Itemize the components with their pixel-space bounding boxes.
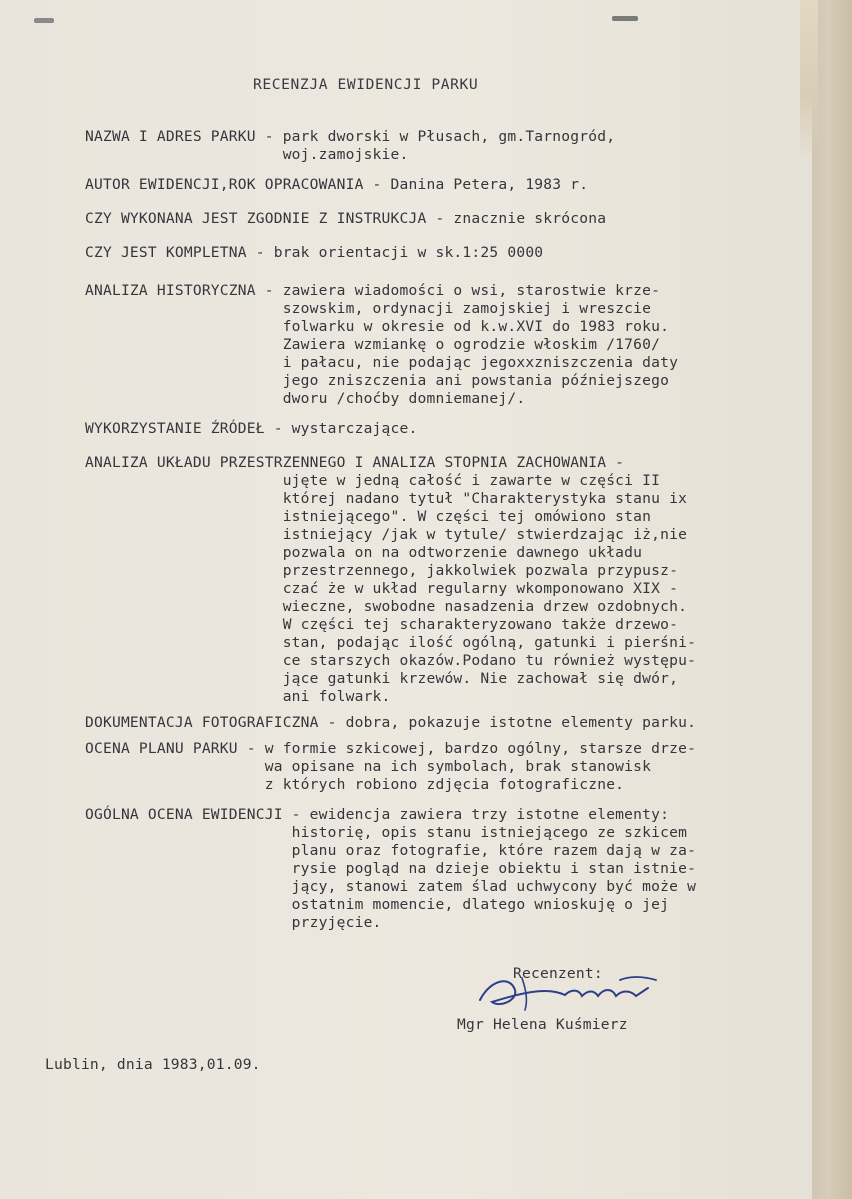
section-analiza-ukladu-line: wieczne, swobodne nasadzenia drzew ozdobnych. — [85, 598, 688, 615]
section-kompletna: CZY JEST KOMPLETNA - brak orientacji w sk.1:25 0000 — [85, 244, 544, 261]
section-nazwa-line: woj.zamojskie. — [85, 146, 409, 163]
section-analiza-historyczna-line: dworu /choćby domniemanej/. — [85, 390, 526, 407]
section-ogolna-ocena-line: OGÓLNA OCENA EWIDENCJI - ewidencja zawiera trzy istotne elementy: — [85, 806, 670, 823]
section-ogolna-ocena-line: rysie pogląd na dzieje obiektu i stan istnie- — [85, 860, 697, 877]
section-analiza-ukladu-line: ujęte w jedną całość i zawarte w części II — [85, 472, 661, 489]
staple — [34, 18, 54, 23]
section-analiza-ukladu-line: ani folwark. — [85, 688, 391, 705]
section-analiza-ukladu-line: czać że w układ regularny wkomponowano XIX - — [85, 580, 679, 597]
section-analiza-historyczna-line: Zawiera wzmiankę o ogrodzie włoskim /1760/ — [85, 336, 661, 353]
section-ogolna-ocena-line: planu oraz fotografie, które razem dają w za- — [85, 842, 697, 859]
section-zgodnosc: CZY WYKONANA JEST ZGODNIE Z INSTRUKCJA - znacznie skrócona — [85, 210, 607, 227]
section-analiza-historyczna-line: folwarku w okresie od k.w.XVI do 1983 roku. — [85, 318, 670, 335]
paper-edge-tear — [800, 0, 818, 160]
paper-edge — [812, 0, 852, 1199]
signature-label: Recenzent: — [513, 965, 603, 982]
section-analiza-ukladu-line: pozwala on na odtworzenie dawnego układu — [85, 544, 643, 561]
section-analiza-ukladu-line: stan, podając ilość ogólną, gatunki i pierśni- — [85, 634, 697, 651]
section-ocena-planu-line: z których robiono zdjęcia fotograficzne. — [85, 776, 625, 793]
section-analiza-ukladu-line: której nadano tytuł "Charakterystyka stanu ix — [85, 490, 688, 507]
section-analiza-ukladu-line: ce starszych okazów.Podano tu również występu- — [85, 652, 697, 669]
section-ocena-planu-line: OCENA PLANU PARKU - w formie szkicowej, bardzo ogólny, starsze drze- — [85, 740, 697, 757]
section-analiza-ukladu-line: W części tej scharakteryzowano także drzewo- — [85, 616, 679, 633]
handwritten-signature — [470, 960, 670, 1020]
section-analiza-historyczna-line: ANALIZA HISTORYCZNA - zawiera wiadomości o wsi, starostwie krze- — [85, 282, 661, 299]
section-ogolna-ocena-line: przyjęcie. — [85, 914, 382, 931]
section-ogolna-ocena-line: jący, stanowi zatem ślad uchwycony być może w — [85, 878, 697, 895]
section-zrodla: WYKORZYSTANIE ŹRÓDEŁ - wystarczające. — [85, 420, 418, 437]
section-analiza-ukladu-line: ANALIZA UKŁADU PRZESTRZENNEGO I ANALIZA STOPNIA ZACHOWANIA - — [85, 454, 625, 471]
section-analiza-ukladu-line: przestrzennego, jakkolwiek pozwala przypusz- — [85, 562, 679, 579]
section-analiza-historyczna-line: jego zniszczenia ani powstania późniejszego — [85, 372, 670, 389]
section-ogolna-ocena-line: ostatnim momencie, dlatego wnioskuję o jej — [85, 896, 670, 913]
reviewer-name: Mgr Helena Kuśmierz — [457, 1016, 628, 1033]
section-analiza-historyczna-line: i pałacu, nie podając jegoxxzniszczenia daty — [85, 354, 679, 371]
section-autor: AUTOR EWIDENCJI,ROK OPRACOWANIA - Danina Petera, 1983 r. — [85, 176, 589, 193]
document-title: RECENZJA EWIDENCJI PARKU — [253, 76, 479, 93]
section-analiza-historyczna-line: szowskim, ordynacji zamojskiej i wreszcie — [85, 300, 652, 317]
section-ocena-planu-line: wa opisane na ich symbolach, brak stanowisk — [85, 758, 652, 775]
section-analiza-ukladu-line: istniejącego". W części tej omówiono stan — [85, 508, 652, 525]
staple — [612, 16, 638, 21]
section-analiza-ukladu-line: istniejący /jak w tytule/ stwierdzając iż,nie — [85, 526, 688, 543]
section-ogolna-ocena-line: historię, opis stanu istniejącego ze szkicem — [85, 824, 688, 841]
place-date: Lublin, dnia 1983,01.09. — [45, 1056, 261, 1073]
section-dokumentacja: DOKUMENTACJA FOTOGRAFICZNA - dobra, pokazuje istotne elementy parku. — [85, 714, 697, 731]
section-nazwa-line: NAZWA I ADRES PARKU - park dworski w Płusach, gm.Tarnogród, — [85, 128, 616, 145]
section-analiza-ukladu-line: jące gatunki krzewów. Nie zachował się dwór, — [85, 670, 679, 687]
